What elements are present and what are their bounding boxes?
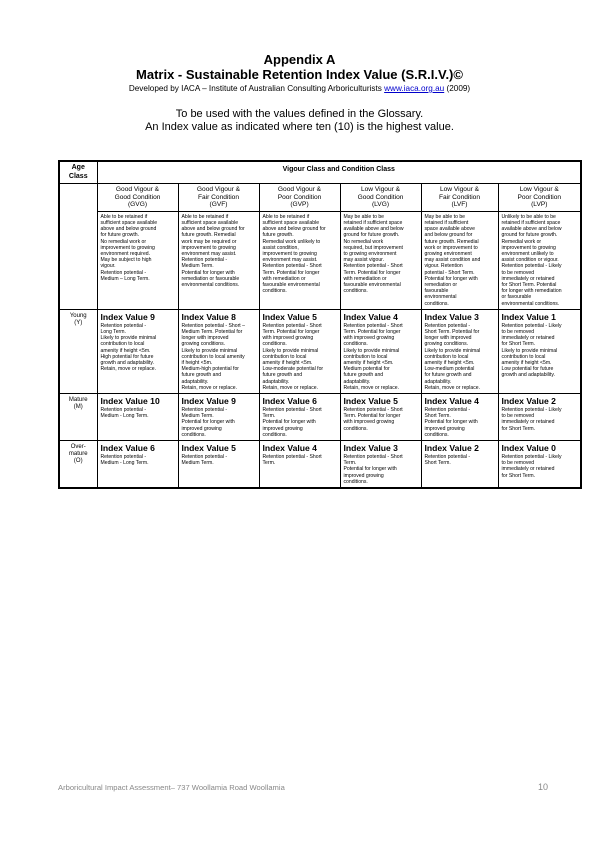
- index-value-cell: [259, 441, 340, 489]
- column-description-text: Able to be retained if sufficient space available above and below ground for future growth. No remedial work or improvement to growing environment required. May be subject to high vigour. Retention potential - Medium – Long Term.: [100, 213, 158, 282]
- column-header-gvg: [97, 184, 178, 212]
- column-header-line2: Good Condition: [357, 193, 404, 201]
- age-class-cell: [59, 394, 97, 441]
- index-value-cell: [421, 394, 498, 441]
- index-value-label: Index Value 9: [100, 311, 155, 322]
- age-class-cell: [59, 309, 97, 393]
- index-value-cell: [340, 309, 421, 393]
- index-value-description: Retention potential - Short Term. Potential for longer with improved growing conditions.: [424, 407, 478, 438]
- index-value-label: Index Value 1: [501, 311, 556, 322]
- sriv-matrix-table: [58, 160, 582, 489]
- index-value-label: Index Value 8: [181, 311, 236, 322]
- column-header-line2: Fair Condition: [197, 193, 240, 201]
- index-value-description: Retention potential - Short Term. Potential for longer with improved growing conditions.: [262, 407, 322, 438]
- index-value-label: Index Value 4: [343, 311, 398, 322]
- column-header-line2: Poor Condition: [517, 193, 562, 201]
- column-description: [259, 211, 340, 309]
- column-header-code: (LVF): [451, 201, 468, 209]
- index-value-cell: [340, 441, 421, 489]
- column-header-lvp: [498, 184, 581, 212]
- table-row: [59, 309, 581, 393]
- age-class-cell: [59, 441, 97, 489]
- index-value-cell: [421, 441, 498, 489]
- index-value-cell: [421, 309, 498, 393]
- index-value-cell: [178, 394, 259, 441]
- column-header-code: (LVG): [371, 201, 390, 209]
- usage-note-line-1: To be used with the values defined in the Glossary.: [175, 108, 424, 120]
- column-description-text: May be able to be retained if sufficient space available above and below ground for future growth. No remedial work required, but improvement to growing environment may assist vigour. Retention potential - Short Term. Potential for longer with remediation or favourable environmental conditions.: [343, 213, 404, 295]
- column-header-lvg: [340, 184, 421, 212]
- table-row: [59, 394, 581, 441]
- footer-document-title: Arboricultural Impact Assessment– 737 Woollamia Road Woollamia: [58, 783, 285, 792]
- index-value-description: Retention potential - Medium - Long Term.: [100, 454, 149, 467]
- column-description-row: [59, 211, 581, 309]
- column-header-gvf: [178, 184, 259, 212]
- column-description: [97, 211, 178, 309]
- index-value-description: Retention potential - Medium Term.: [181, 454, 228, 467]
- vigour-class-header: Vigour Class and Condition Class: [97, 161, 581, 184]
- index-value-description: Retention potential - Long Term. Likely to provide minimal contribution to local amenity if height <5m. High potential for future growth and adaptability. Retain, move or replace.: [100, 322, 157, 373]
- index-value-cell: [259, 309, 340, 393]
- developed-by-year: (2009): [444, 84, 471, 93]
- column-header-gvp: [259, 184, 340, 212]
- column-header-row: [59, 184, 581, 212]
- footer-page-number: 10: [538, 782, 549, 792]
- column-description: [178, 211, 259, 309]
- column-header-line1: Low Vigour &: [360, 186, 401, 193]
- index-value-label: Index Value 3: [424, 311, 479, 322]
- table-header-row: [59, 161, 581, 184]
- column-header-line1: Good Vigour &: [196, 186, 241, 193]
- matrix-body: [59, 309, 581, 488]
- column-header-code: (GVP): [290, 201, 309, 209]
- index-value-description: Retention potential - Short Term.: [262, 454, 322, 467]
- column-description: [421, 211, 498, 309]
- column-header-line2: Fair Condition: [438, 193, 481, 201]
- age-class-header: Age Class: [59, 161, 97, 184]
- developed-by-line: [0, 84, 599, 93]
- index-value-label: Index Value 5: [262, 311, 317, 322]
- column-header-lvf: [421, 184, 498, 212]
- column-description-text: May be able to be retained if sufficient space available above and below ground for future growth. Remedial work or improvement to growing environment may assist condition and vigour. Retention potential - Short Term. Potential for longer with remediation or favourable environmental conditions.: [424, 213, 481, 307]
- index-value-description: Retention potential - Short Term. Potential for longer with improved growing conditions. Likely to provide minimal contribution to local amenity if height <5m. Medium potential for future growth and adaptability. Retain, move or replace.: [343, 322, 403, 391]
- table-row: [59, 441, 581, 489]
- index-value-description: Retention potential - Likely to be removed immediately or retained for Short Term. Likely to provide minimal contribution to local amenity if height <5m. Low potential for future growth and adaptability.: [501, 322, 562, 379]
- column-header-code: (GVF): [209, 201, 228, 209]
- index-value-description: Retention potential - Short Term. Potential for longer with improved growing conditions.: [343, 407, 403, 432]
- index-value-label: Index Value 0: [501, 443, 556, 454]
- column-header-code: (LVP): [531, 201, 548, 209]
- matrix-title: Matrix - Sustainable Retention Index Value (S.R.I.V.)©: [136, 67, 463, 82]
- index-value-cell: [259, 394, 340, 441]
- index-value-cell: [498, 309, 581, 393]
- index-value-cell: [178, 441, 259, 489]
- column-description: [498, 211, 581, 309]
- index-value-cell: [340, 394, 421, 441]
- usage-note-line-2: An Index value as indicated where ten (10) is the highest value.: [145, 121, 454, 133]
- column-description: [340, 211, 421, 309]
- age-class-label: Young (Y): [69, 312, 87, 326]
- index-value-description: Retention potential - Medium - Long Term.: [100, 407, 149, 420]
- index-value-label: Index Value 10: [100, 396, 160, 407]
- column-description-text: Able to be retained if sufficient space available above and below ground for future growth. Remedial work may be required or improvement to growing environment may assist. Retention potential - Medium Term. Potential for longer with remediation or favourable environmental conditions.: [181, 213, 245, 289]
- appendix-title: Appendix A: [263, 52, 336, 67]
- index-value-cell: [97, 441, 178, 489]
- column-header-line1: Low Vigour &: [439, 186, 480, 193]
- column-header-line1: Low Vigour &: [519, 186, 559, 193]
- index-value-label: Index Value 3: [343, 443, 398, 454]
- index-value-cell: [498, 441, 581, 489]
- index-value-label: Index Value 4: [262, 443, 317, 454]
- empty-corner-cell: [59, 184, 97, 310]
- age-class-label: Mature (M): [68, 397, 88, 411]
- index-value-description: Retention potential - Short Term. Potential for longer with improved growing conditions. Likely to provide minimal contribution to local amenity if height <5m. Low-medium potential for future growth and adaptability. Retain, move or replace.: [424, 322, 481, 391]
- index-value-description: Retention potential - Short Term.: [424, 454, 471, 467]
- index-value-label: Index Value 2: [424, 443, 479, 454]
- column-header-line2: Good Condition: [114, 193, 161, 201]
- index-value-cell: [97, 309, 178, 393]
- index-value-label: Index Value 4: [424, 396, 479, 407]
- column-header-line2: Poor Condition: [277, 193, 322, 201]
- index-value-label: Index Value 9: [181, 396, 236, 407]
- index-value-label: Index Value 5: [181, 443, 236, 454]
- index-value-cell: [178, 309, 259, 393]
- index-value-description: Retention potential - Short – Medium Term. Potential for longer with improved growing conditions. Likely to provide minimal contribution to local amenity if height <5m. Medium-high potential for future growth and adaptability. Retain, move or replace.: [181, 322, 245, 391]
- column-header-line1: Good Vigour &: [277, 186, 322, 193]
- column-header-code: (GVG): [127, 201, 148, 209]
- column-header-line1: Good Vigour &: [115, 186, 160, 193]
- index-value-cell: [97, 394, 178, 441]
- index-value-description: Retention potential - Short Term. Potential for longer with improved growing conditions.: [343, 454, 403, 485]
- column-description-text: Able to be retained if sufficient space available above and below ground for future growth. Remedial work unlikely to assist condition, improvement to growing environment may assist. Retention potential - Short Term. Potential for longer with remediation or favourable environmental conditions.: [262, 213, 326, 295]
- index-value-label: Index Value 5: [343, 396, 398, 407]
- age-class-label: Over- mature (O): [68, 444, 88, 465]
- iaca-link[interactable]: www.iaca.org.au: [384, 84, 445, 93]
- index-value-label: Index Value 6: [262, 396, 317, 407]
- index-value-description: Retention potential - Likely to be removed immediately or retained for Short Term.: [501, 454, 562, 479]
- column-description-text: Unlikely to be able to be retained if sufficient space available above and below ground for future growth. Remedial work or improvement to growing environment unlikely to assist condition or vigour. Retention potential - Likely to be removed immediately or retained for Short Term. Potential for longer with remediation or favourable environmental conditions.: [501, 213, 562, 307]
- index-value-description: Retention potential - Short Term. Potential for longer with improved growing conditions. Likely to provide minimal contribution to local amenity if height <5m. Low-moderate potential for future growth and adaptability. Retain, move or replace.: [262, 322, 324, 391]
- index-value-label: Index Value 2: [501, 396, 556, 407]
- index-value-cell: [498, 394, 581, 441]
- index-value-description: Retention potential - Likely to be removed immediately or retained for Short Term.: [501, 407, 562, 432]
- index-value-label: Index Value 6: [100, 443, 155, 454]
- index-value-description: Retention potential - Medium Term. Potential for longer with improved growing conditions.: [181, 407, 235, 438]
- developed-by-text: Developed by IACA – Institute of Australian Consulting Arboriculturists: [128, 84, 385, 93]
